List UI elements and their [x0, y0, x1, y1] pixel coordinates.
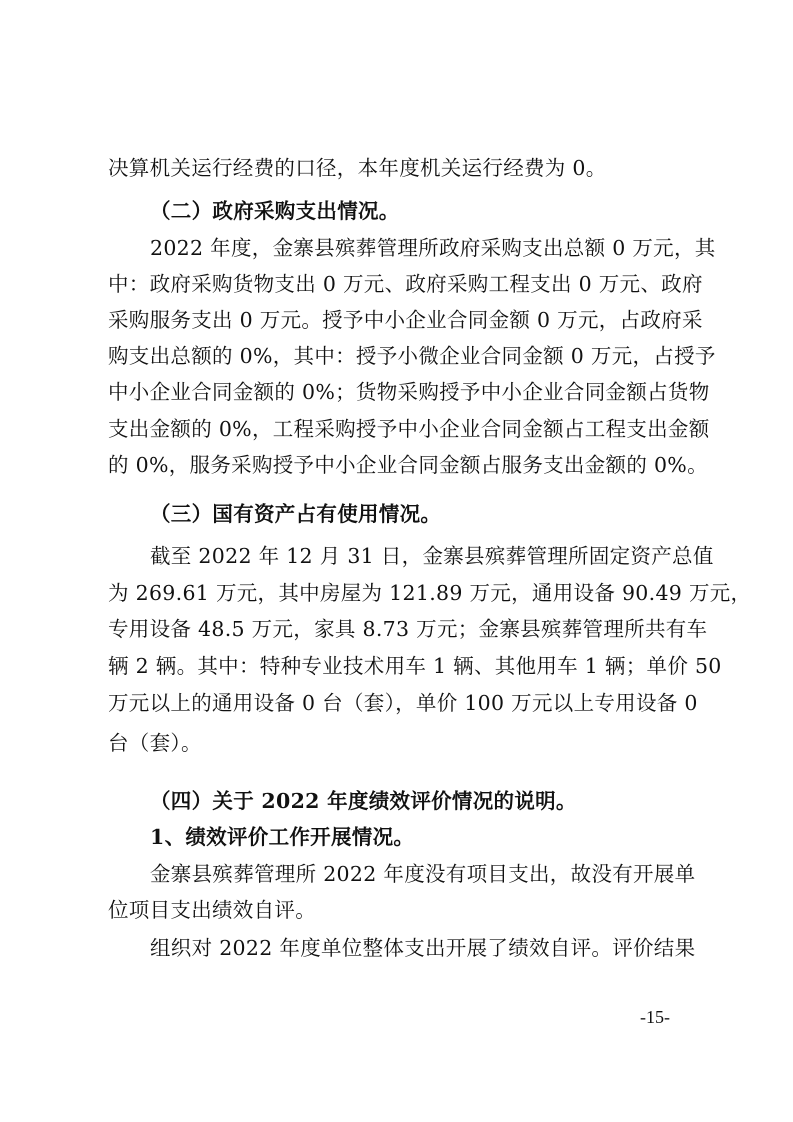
paragraph-line: 为 269.61 万元，其中房屋为 121.89 万元，通用设备 90.49 万元，: [108, 581, 752, 605]
section-heading-performance: （四）关于 2022 年度绩效评价情况的说明。: [150, 789, 577, 813]
paragraph-line: 万元以上的通用设备 0 台（套），单价 100 万元以上专用设备 0: [108, 691, 698, 715]
paragraph-line: 支出金额的 0%，工程采购授予中小企业合同金额占工程支出金额: [108, 417, 710, 441]
paragraph-line: 辆 2 辆。其中：特种专业技术用车 1 辆、其他用车 1 辆；单价 50: [108, 654, 722, 678]
paragraph-line: 专用设备 48.5 万元，家具 8.73 万元；金寨县殡葬管理所共有车: [108, 617, 708, 641]
paragraph-line: 中小企业合同金额的 0%；货物采购授予中小企业合同金额占货物: [108, 380, 710, 404]
subsection-heading: 1、绩效评价工作开展情况。: [150, 825, 415, 849]
paragraph-line: 截至 2022 年 12 月 31 日，金寨县殡葬管理所固定资产总值: [150, 544, 714, 568]
paragraph-line: 决算机关运行经费的口径，本年度机关运行经费为 0。: [108, 156, 607, 180]
paragraph-line: 金寨县殡葬管理所 2022 年度没有项目支出，故没有开展单: [150, 862, 696, 886]
page-number: -15-: [640, 1007, 670, 1027]
paragraph-line: 台（套）。: [108, 731, 202, 755]
paragraph-line: 2022 年度，金寨县殡葬管理所政府采购支出总额 0 万元，其: [150, 236, 716, 260]
paragraph-line: 位项目支出绩效自评。: [108, 898, 316, 922]
paragraph-line: 的 0%，服务采购授予中小企业合同金额占服务支出金额的 0%。: [108, 453, 708, 477]
paragraph-line: 组织对 2022 年度单位整体支出开展了绩效自评。评价结果: [150, 936, 696, 960]
paragraph-line: 采购服务支出 0 万元。授予中小企业合同金额 0 万元，占政府采: [108, 308, 703, 332]
paragraph-line: 购支出总额的 0%，其中：授予小微企业合同金额 0 万元，占授予: [108, 344, 716, 368]
section-heading-assets: （三）国有资产占有使用情况。: [150, 502, 442, 526]
section-heading-procurement: （二）政府采购支出情况。: [150, 199, 400, 223]
paragraph-line: 中：政府采购货物支出 0 万元、政府采购工程支出 0 万元、政府: [108, 272, 703, 296]
